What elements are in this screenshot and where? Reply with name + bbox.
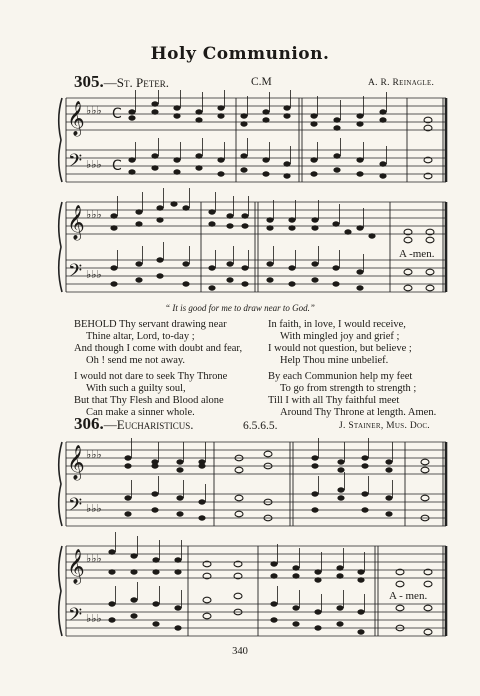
verse-line: With such a guilty soul, [86, 383, 186, 394]
bass-staff [66, 260, 446, 292]
verse-line: By each Communion help my feet [268, 371, 413, 382]
section-title: Holy Communion. [150, 44, 330, 64]
flat-icon: ♭♭♭ [86, 448, 102, 461]
flat-icon: ♭♭♭ [86, 268, 102, 281]
hymn-306-score [0, 436, 480, 648]
hymn-composer: J. Stainer, Mus. Doc. [339, 421, 430, 431]
treble-staff [66, 98, 446, 130]
hymn-meter: 6.5.6.5. [243, 420, 278, 432]
verse [268, 319, 448, 367]
verse-line: BEHOLD Thy servant drawing near [74, 319, 227, 330]
treble-clef-icon: 𝄞 [67, 445, 85, 480]
bass-staff [66, 604, 446, 636]
tune-name: —St. Peter. [103, 75, 169, 90]
flat-icon: ♭♭♭ [86, 158, 102, 171]
flat-icon: ♭♭♭ [86, 552, 102, 565]
verse-line: Till I with all Thy faithful meet [268, 395, 400, 406]
treble-staff [66, 546, 446, 578]
verse-line: To go from strength to strength ; [280, 383, 417, 394]
treble-clef-icon: 𝄞 [67, 205, 85, 240]
verse [268, 371, 448, 419]
hymn-305-score [0, 90, 480, 302]
flat-icon: ♭♭♭ [86, 612, 102, 625]
hymn-number: 306. [74, 414, 104, 433]
page-number: 340 [232, 646, 248, 657]
flat-icon: ♭♭♭ [86, 104, 102, 117]
verse-line: Can make a sinner whole. [86, 407, 195, 418]
amen-label: A - men. [389, 590, 428, 602]
treble-staff [66, 202, 446, 234]
hymn-composer: A. R. Reinagle. [368, 78, 435, 88]
flat-icon: ♭♭♭ [86, 502, 102, 515]
hymn-meter: C.M [251, 76, 272, 88]
bass-clef-icon: 𝄢 [68, 151, 83, 176]
verse-line: I would not question, but believe ; [268, 343, 412, 354]
verse-line: Oh ! send me not away. [86, 355, 186, 366]
bass-clef-icon: 𝄢 [68, 495, 83, 520]
epigraph: “ It is good for me to draw near to God.” [165, 303, 315, 313]
verse-line: With mingled joy and grief ; [280, 331, 400, 342]
verse-line: Help Thou mine unbelief. [280, 355, 389, 366]
bass-clef-icon: 𝄢 [68, 605, 83, 630]
hymn-306-header [74, 414, 193, 434]
verse-line: Around Thy Throne at length. Amen. [280, 407, 437, 418]
tune-name: —Eucharisticus. [103, 417, 194, 432]
verse-line: Thine altar, Lord, to-day ; [86, 331, 195, 342]
verses-left [74, 319, 269, 419]
hymn-305-header [74, 72, 169, 92]
bass-clef-icon: 𝄢 [68, 261, 83, 286]
common-time-icon: C [112, 106, 122, 122]
verse-line: I would not dare to seek Thy Throne [74, 371, 228, 382]
verse-line: But that Thy Flesh and Blood alone [74, 395, 224, 406]
treble-clef-icon: 𝄞 [67, 101, 85, 136]
verse-line: And though I come with doubt and fear, [74, 343, 243, 354]
verse-line: In faith, in love, I would receive, [268, 319, 406, 330]
common-time-icon: C [112, 158, 122, 174]
verse [74, 371, 269, 419]
flat-icon: ♭♭♭ [86, 208, 102, 221]
treble-clef-icon: 𝄞 [67, 549, 85, 584]
bass-staff [66, 150, 446, 182]
verse [74, 319, 269, 367]
amen-label: A -men. [399, 248, 435, 260]
hymn-number: 305. [74, 72, 104, 91]
verses-right [268, 319, 448, 419]
melody-notes [128, 101, 432, 178]
